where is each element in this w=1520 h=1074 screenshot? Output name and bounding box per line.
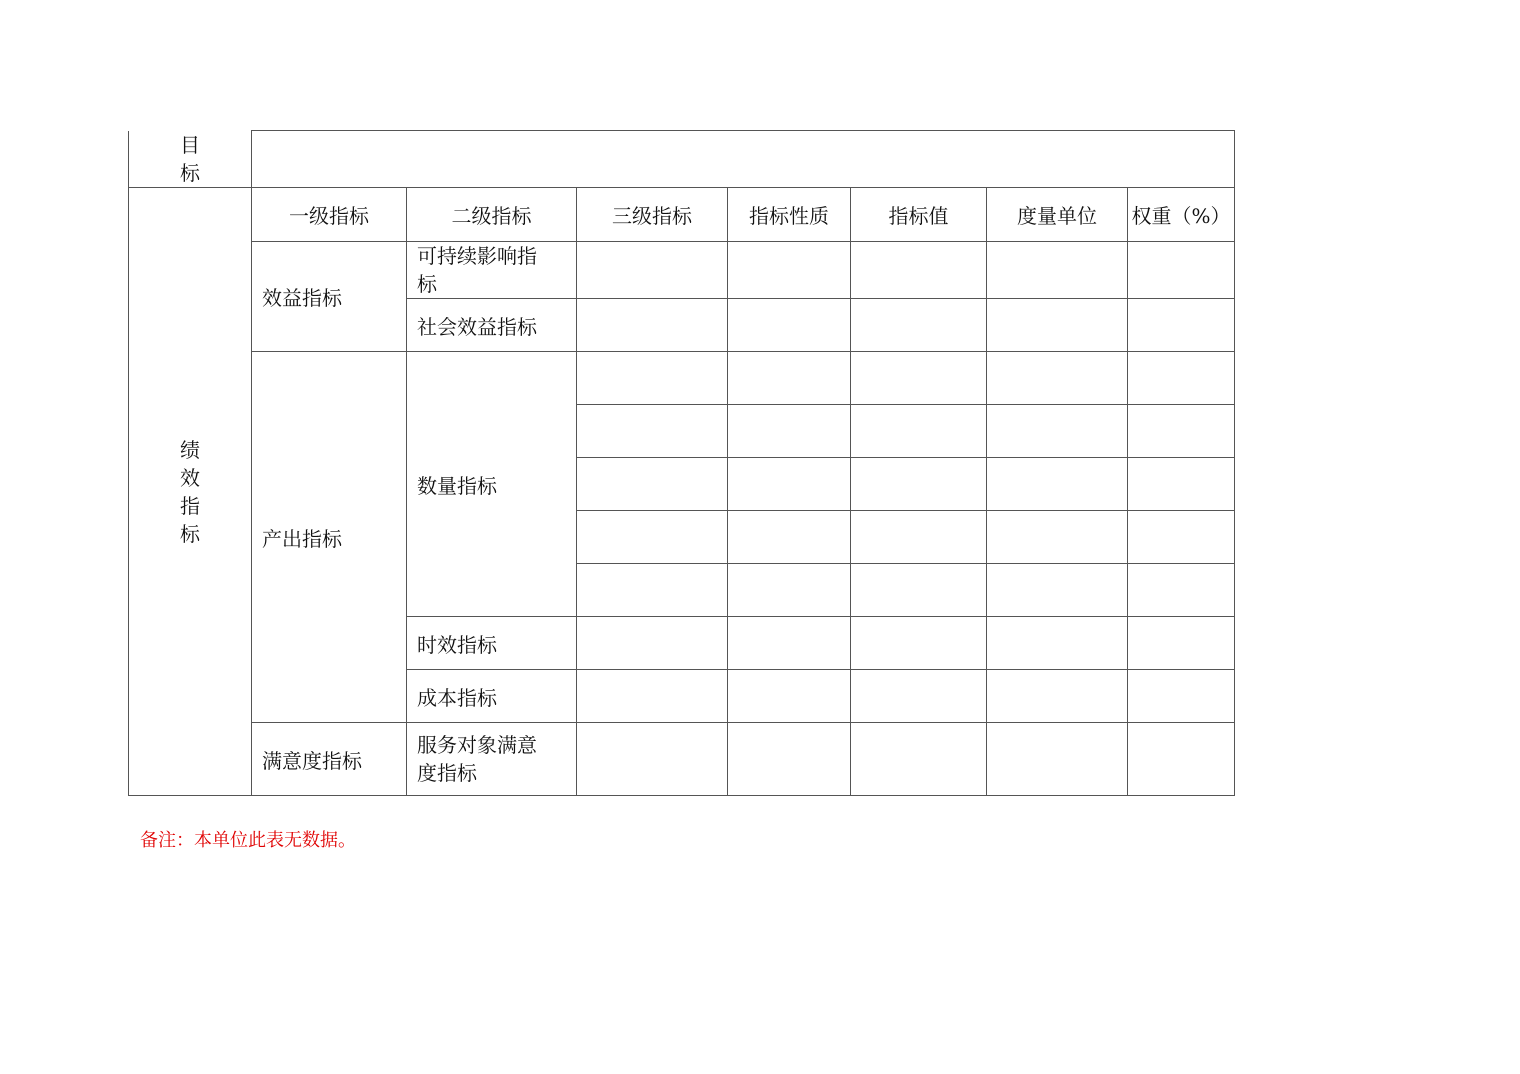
empty-cell [851, 352, 987, 405]
empty-cell [987, 458, 1128, 511]
empty-cell [851, 511, 987, 564]
empty-cell [987, 299, 1128, 352]
empty-cell [1128, 458, 1235, 511]
table-row [129, 723, 1235, 796]
empty-cell [987, 670, 1128, 723]
empty-cell [577, 299, 728, 352]
empty-cell [1128, 564, 1235, 617]
empty-cell [987, 723, 1128, 796]
empty-cell [851, 299, 987, 352]
empty-cell [1128, 405, 1235, 458]
level2-sustainable [407, 242, 577, 299]
section-label-char: 指 [180, 493, 200, 518]
empty-cell [728, 242, 851, 299]
section-label-char: 效 [180, 465, 200, 490]
level2-service-satisfaction-line: 度指标 [417, 761, 477, 785]
section-label-char: 标 [180, 521, 200, 546]
empty-cell [851, 617, 987, 670]
table-row [129, 352, 1235, 405]
empty-cell [1128, 511, 1235, 564]
empty-cell [728, 564, 851, 617]
empty-cell [987, 242, 1128, 299]
empty-cell [728, 352, 851, 405]
table-row [129, 242, 1235, 299]
header-weight: 权重（%） [1128, 188, 1235, 242]
empty-cell [728, 405, 851, 458]
level2-sustainable-line: 标 [417, 272, 437, 296]
empty-cell [577, 458, 728, 511]
empty-cell [1128, 299, 1235, 352]
level2-service-satisfaction-line: 服务对象满意 [417, 733, 537, 757]
empty-cell [577, 511, 728, 564]
empty-cell [577, 352, 728, 405]
empty-cell [851, 458, 987, 511]
empty-cell [728, 511, 851, 564]
level2-social: 社会效益指标 [407, 299, 577, 352]
performance-indicator-table [128, 130, 1235, 796]
empty-cell [577, 723, 728, 796]
empty-cell [577, 564, 728, 617]
header-level1: 一级指标 [252, 188, 407, 242]
header-row [129, 188, 1235, 242]
empty-cell [851, 242, 987, 299]
empty-cell [577, 670, 728, 723]
header-level3: 三级指标 [577, 188, 728, 242]
empty-cell [851, 405, 987, 458]
level2-cost: 成本指标 [407, 670, 577, 723]
empty-cell [987, 405, 1128, 458]
level2-timeliness: 时效指标 [407, 617, 577, 670]
level1-satisfaction: 满意度指标 [252, 723, 407, 796]
empty-cell [851, 670, 987, 723]
header-level2: 二级指标 [407, 188, 577, 242]
header-value: 指标值 [851, 188, 987, 242]
empty-cell [728, 723, 851, 796]
empty-cell [1128, 242, 1235, 299]
empty-cell [1128, 352, 1235, 405]
goal-label-char: 标 [180, 160, 200, 185]
goal-row [129, 131, 1235, 188]
section-label-cell [129, 188, 252, 796]
goal-label-char: 目 [180, 132, 200, 157]
goal-content-cell [252, 131, 1235, 188]
empty-cell [851, 564, 987, 617]
header-nature: 指标性质 [728, 188, 851, 242]
level1-benefit: 效益指标 [252, 242, 407, 352]
empty-cell [577, 405, 728, 458]
empty-cell [1128, 617, 1235, 670]
level1-output: 产出指标 [252, 352, 407, 723]
empty-cell [728, 670, 851, 723]
level2-sustainable-line: 可持续影响指 [417, 244, 537, 268]
empty-cell [987, 617, 1128, 670]
level2-quantity: 数量指标 [407, 352, 577, 617]
empty-cell [851, 723, 987, 796]
header-unit: 度量单位 [987, 188, 1128, 242]
empty-cell [987, 352, 1128, 405]
empty-cell [728, 617, 851, 670]
empty-cell [987, 511, 1128, 564]
empty-cell [987, 564, 1128, 617]
empty-cell [1128, 670, 1235, 723]
empty-cell [728, 299, 851, 352]
section-label-char: 绩 [180, 437, 200, 462]
level2-service-satisfaction [407, 723, 577, 796]
empty-cell [577, 242, 728, 299]
empty-cell [1128, 723, 1235, 796]
remark-note: 备注：本单位此表无数据。 [140, 830, 356, 851]
empty-cell [728, 458, 851, 511]
goal-label-cell [129, 131, 252, 188]
empty-cell [577, 617, 728, 670]
